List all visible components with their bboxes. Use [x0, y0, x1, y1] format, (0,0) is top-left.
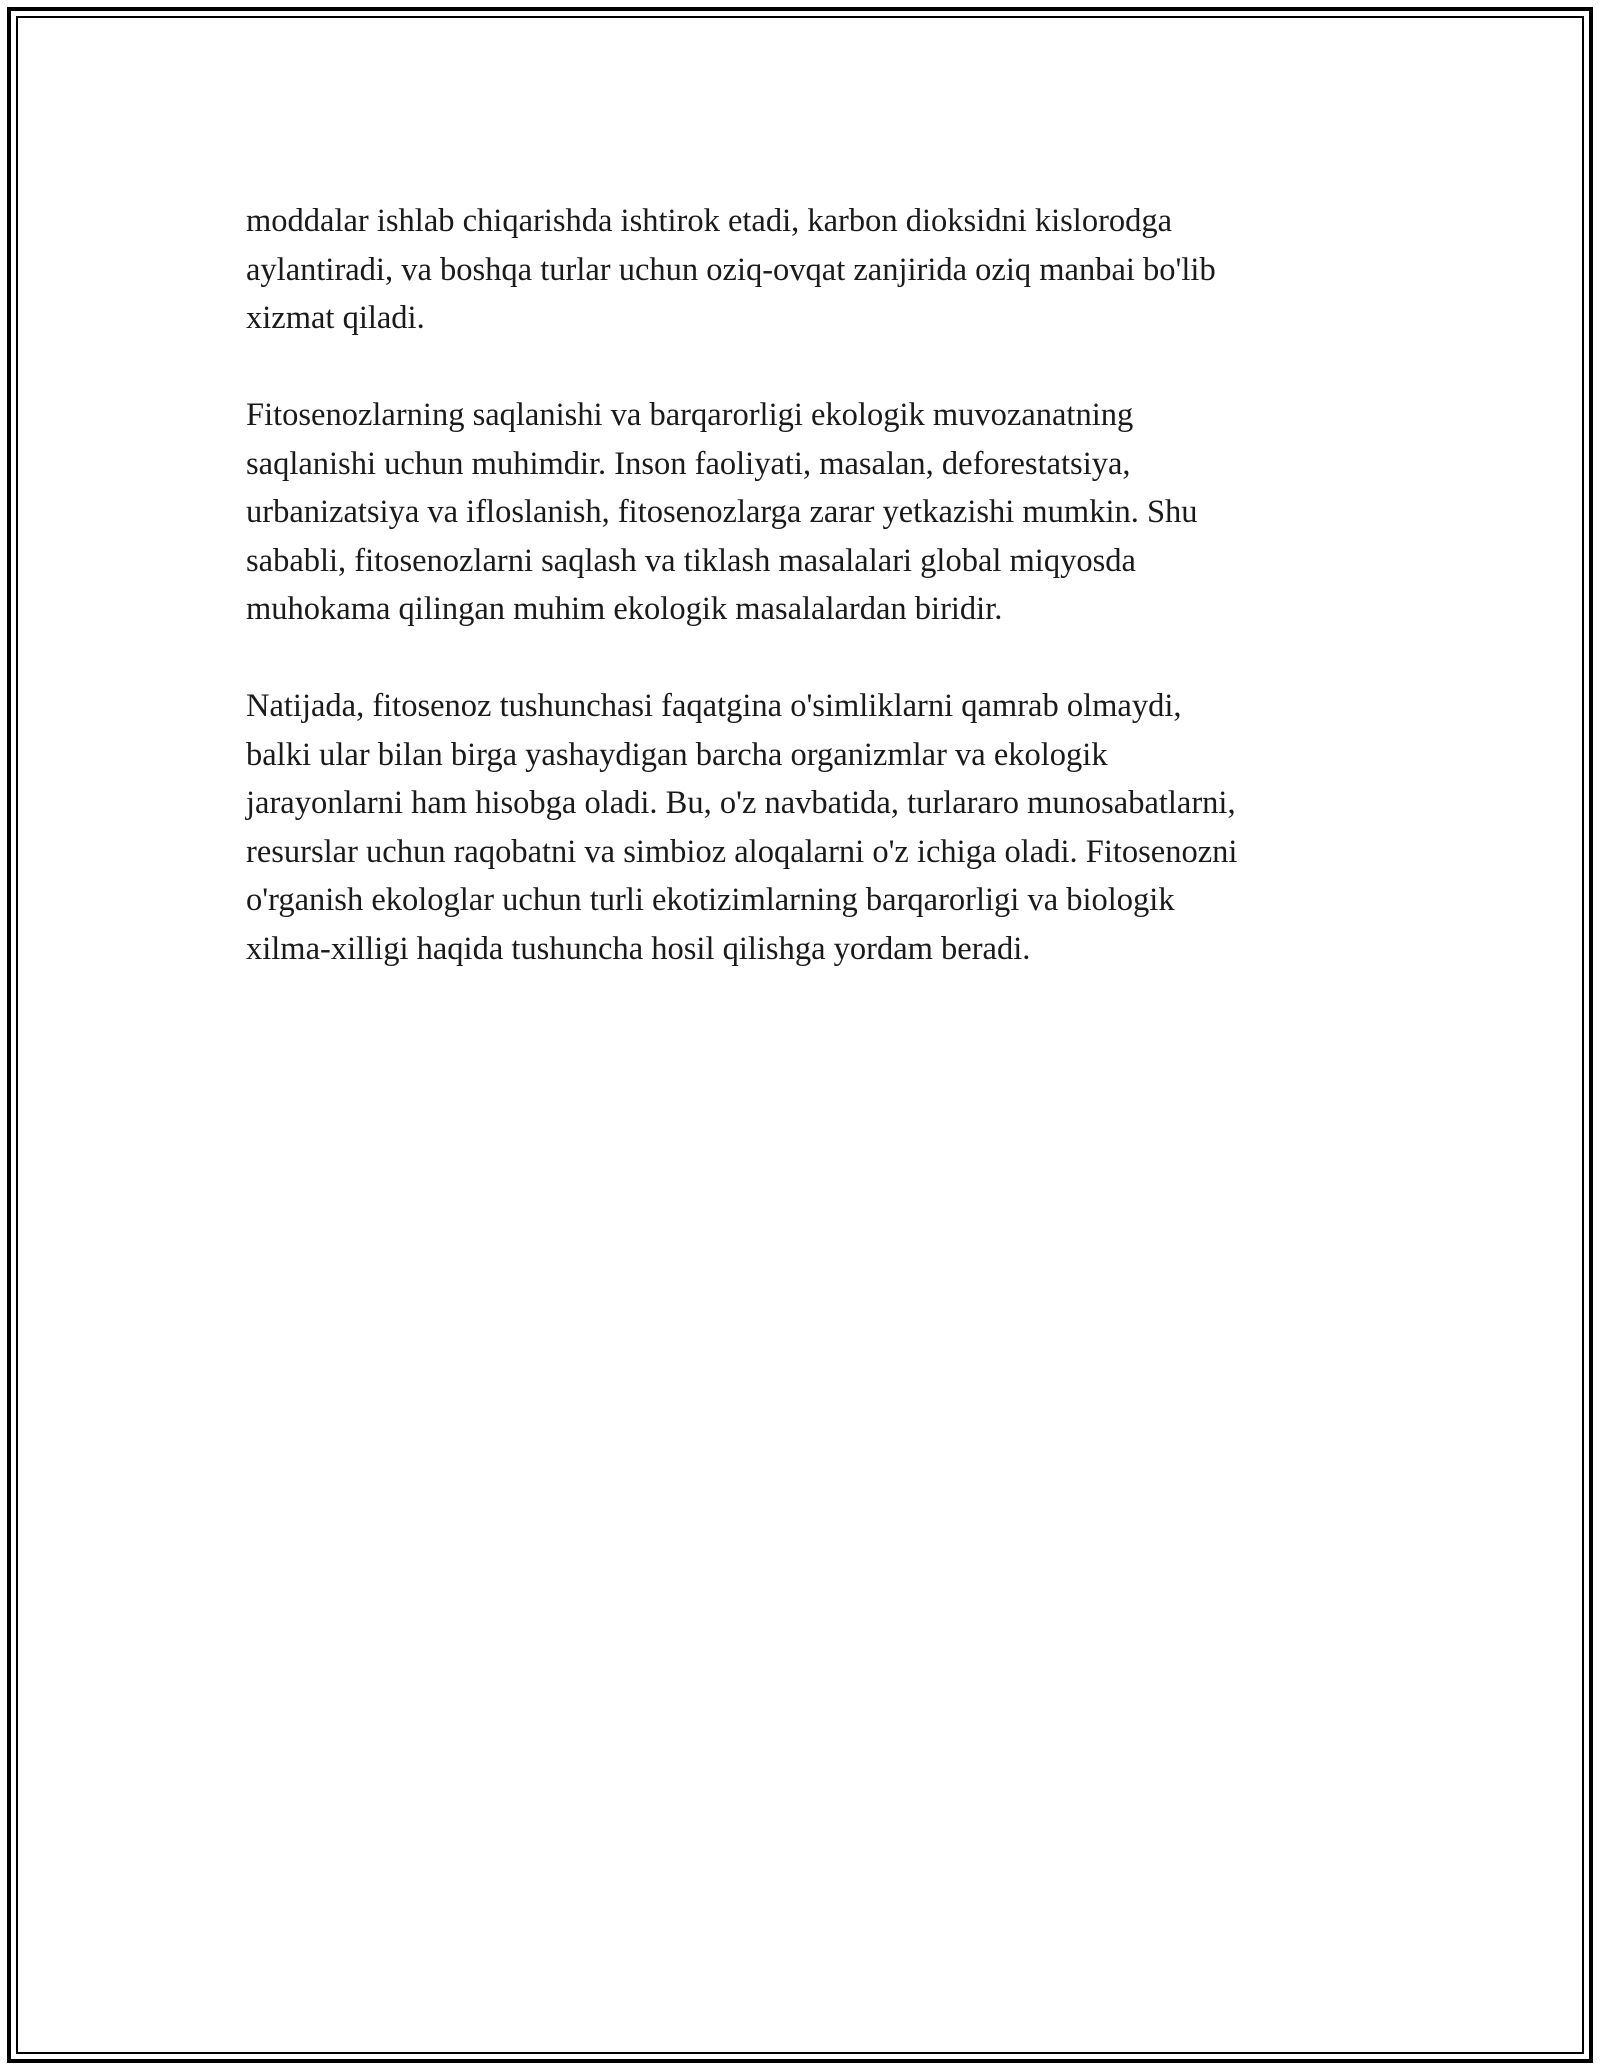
paragraph-2 [246, 391, 1376, 634]
paragraph-1 [246, 197, 1376, 343]
document-body [246, 197, 1376, 1022]
text-line: Natijada, fitosenoz tushunchasi faqatgina o'simliklarni qamrab olmaydi, [246, 688, 1182, 724]
text-line: xizmat qiladi. [246, 300, 425, 336]
text-line: o'rganish ekologlar uchun turli ekotizimlarning barqarorligi va biologik [246, 882, 1175, 918]
text-line: sababli, fitosenozlarni saqlash va tiklash masalalari global miqyosda [246, 542, 1136, 579]
page-border [7, 7, 1593, 2063]
text-line: balki ular bilan birga yashaydigan barcha organizmlar va ekologik [246, 736, 1108, 773]
text-line: muhokama qilingan muhim ekologik masalalardan biridir. [246, 591, 1003, 627]
paragraph-3 [246, 682, 1376, 973]
text-line: resurslar uchun raqobatni va simbioz aloqalarni o'z ichiga oladi. Fitosenozni [246, 833, 1238, 870]
text-line: moddalar ishlab chiqarishda ishtirok etadi, karbon dioksidni kislorodga [246, 203, 1173, 239]
text-line: xilma-xilligi haqida tushuncha hosil qilishga yordam beradi. [246, 930, 1031, 967]
text-line: saqlanishi uchun muhimdir. Inson faoliyati, masalan, deforestatsiya, [246, 445, 1131, 482]
text-line: urbanizatsiya va ifloslanish, fitosenozlarga zarar yetkazishi mumkin. Shu [246, 494, 1198, 530]
text-line: jarayonlarni ham hisobga oladi. Bu, o'z navbatida, turlararo munosabatlarni, [246, 785, 1236, 821]
text-line: aylantiradi, va boshqa turlar uchun oziq-ovqat zanjirida oziq manbai bo'lib [246, 251, 1216, 288]
text-line: Fitosenozlarning saqlanishi va barqarorligi ekologik muvozanatning [246, 397, 1134, 433]
